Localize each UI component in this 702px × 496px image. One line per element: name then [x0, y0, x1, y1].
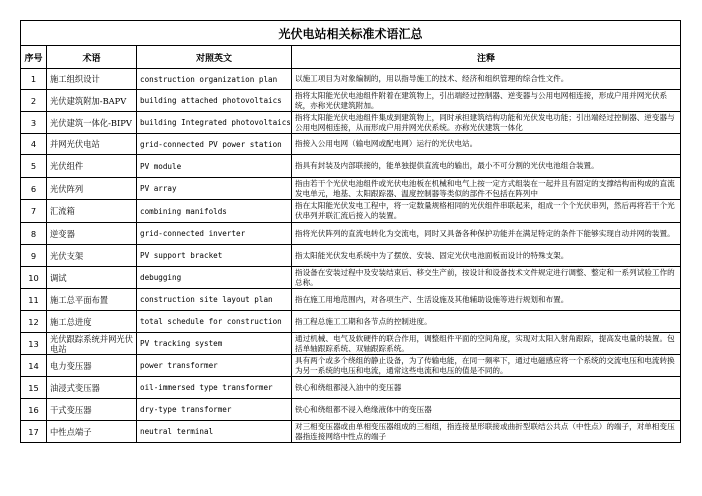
row-term: 施工总进度 [47, 311, 137, 333]
header-english: 对照英文 [137, 46, 292, 69]
table-row [21, 245, 681, 267]
row-index: 10 [21, 267, 47, 289]
row-index: 5 [21, 155, 47, 178]
table-row [21, 333, 681, 355]
row-index: 3 [21, 112, 47, 134]
table-row [21, 421, 681, 443]
row-index: 16 [21, 399, 47, 421]
table-row [21, 223, 681, 245]
row-term: 中性点端子 [47, 421, 137, 443]
row-english: PV module [137, 155, 292, 178]
header-index: 序号 [21, 46, 47, 69]
row-index: 2 [21, 90, 47, 112]
row-index: 15 [21, 377, 47, 399]
row-note: 铁心和绕组都不浸入绝缘液体中的变压器 [292, 399, 681, 421]
row-note: 对三相变压器或由单相变压器组成的三相组，指连接星形联接或曲折型联结公共点（中性点）的端子，对单相变压器指连接网络中性点的端子 [292, 421, 681, 443]
row-term: 施工组织设计 [47, 69, 137, 90]
row-index: 9 [21, 245, 47, 267]
table-row [21, 377, 681, 399]
row-english: power transformer [137, 355, 292, 377]
row-english: building attached photovoltaics [137, 90, 292, 112]
row-note: 指在太阳能光伏发电工程中，将一定数量规格相同的光伏组件串联起来，组成一个个光伏串列，然后再将若干个光伏串列并联汇流后接入的装置。 [292, 200, 681, 223]
row-note: 指工程总施工工期和各节点的控制进度。 [292, 311, 681, 333]
row-note: 具有两个或多个绕组的静止设备，为了传输电能，在同一频率下，通过电磁感应将一个系统的交流电压和电流转换为另一系统的电压和电流，通常这些电流和电压的值是不同的。 [292, 355, 681, 377]
row-note: 指由若干个光伏电池组件或光伏电池板在机械和电气上按一定方式组装在一起并且有固定的支撑结构而构成的直流发电单元，地基、太阳跟踪器、温度控制器等类似的部件不包括在阵列中 [292, 178, 681, 200]
row-index: 12 [21, 311, 47, 333]
row-index: 7 [21, 200, 47, 223]
table-row [21, 289, 681, 311]
title-row [21, 21, 681, 46]
row-english: debugging [137, 267, 292, 289]
row-term: 光伏组件 [47, 155, 137, 178]
table-row [21, 90, 681, 112]
row-term: 施工总平面布置 [47, 289, 137, 311]
row-english: total schedule for construction [137, 311, 292, 333]
terminology-table [20, 20, 681, 443]
row-index: 8 [21, 223, 47, 245]
row-note: 指将太阳能光伏电池组件集成到建筑物上，同时承担建筑结构功能和光伏发电功能；引出端经过控制器、逆变器与公用电网相连接，从而形成户用并网光伏系统。亦称光伏建筑一体化 [292, 112, 681, 134]
sheet-title: 光伏电站相关标准术语汇总 [21, 21, 681, 46]
table-row [21, 399, 681, 421]
terminology-sheet [20, 20, 680, 443]
row-term: 电力变压器 [47, 355, 137, 377]
header-term: 术语 [47, 46, 137, 69]
row-index: 1 [21, 69, 47, 90]
row-term: 调试 [47, 267, 137, 289]
row-term: 油浸式变压器 [47, 377, 137, 399]
row-note: 指具有封装及内部联接的，能单独提供直流电的输出，最小不可分割的光伏电池组合装置。 [292, 155, 681, 178]
row-index: 13 [21, 333, 47, 355]
row-index: 17 [21, 421, 47, 443]
row-term: 汇流箱 [47, 200, 137, 223]
row-term: 光伏建筑附加-BAPV [47, 90, 137, 112]
row-english: neutral terminal [137, 421, 292, 443]
table-row [21, 69, 681, 90]
row-english: PV support bracket [137, 245, 292, 267]
row-term: 光伏跟踪系统并网光伏电站 [47, 333, 137, 355]
row-note: 铁心和绕组都浸入油中的变压器 [292, 377, 681, 399]
row-note: 指接入公用电网（输电网或配电网）运行的光伏电站。 [292, 134, 681, 155]
row-term: 逆变器 [47, 223, 137, 245]
table-row [21, 112, 681, 134]
row-index: 11 [21, 289, 47, 311]
row-index: 14 [21, 355, 47, 377]
table-row [21, 355, 681, 377]
row-note: 指在施工用地范围内，对各项生产、生活设施及其他辅助设施等进行规划和布置。 [292, 289, 681, 311]
row-index: 6 [21, 178, 47, 200]
row-note: 以施工项目为对象编制的，用以指导施工的技术、经济和组织管理的综合性文件。 [292, 69, 681, 90]
row-note: 指将太阳能光伏电池组件附着在建筑物上，引出端经过控制器、逆变器与公用电网相连接，形成户用并网光伏系统，亦称光伏建筑附加。 [292, 90, 681, 112]
header-note: 注释 [292, 46, 681, 69]
row-english: oil-immersed type transformer [137, 377, 292, 399]
row-english: combining manifolds [137, 200, 292, 223]
row-english: grid-connected inverter [137, 223, 292, 245]
row-english: building Integrated photovoltaics [137, 112, 292, 134]
row-note: 通过机械、电气及软硬件的联合作用，调整组件平面的空间角度，实现对太阳入射角跟踪，提高发电量的装置。包括单轴跟踪系统、双轴跟踪系统。 [292, 333, 681, 355]
table-row [21, 155, 681, 178]
row-english: dry-type transformer [137, 399, 292, 421]
row-index: 4 [21, 134, 47, 155]
table-row [21, 178, 681, 200]
table-row [21, 134, 681, 155]
table-row [21, 200, 681, 223]
row-english: PV array [137, 178, 292, 200]
row-term: 并网光伏电站 [47, 134, 137, 155]
row-note: 指太阳能光伏发电系统中为了摆放、安装、固定光伏电池面板而设计的特殊支架。 [292, 245, 681, 267]
row-term: 光伏支架 [47, 245, 137, 267]
table-row [21, 311, 681, 333]
row-english: PV tracking system [137, 333, 292, 355]
row-english: grid-connected PV power station [137, 134, 292, 155]
row-note: 指设备在安装过程中及安装结束后、移交生产前，按设计和设备技术文件规定进行调整、整定和一系列试验工作的总称。 [292, 267, 681, 289]
row-term: 光伏建筑一体化-BIPV [47, 112, 137, 134]
header-row [21, 46, 681, 69]
row-term: 干式变压器 [47, 399, 137, 421]
row-english: construction site layout plan [137, 289, 292, 311]
table-row [21, 267, 681, 289]
row-term: 光伏阵列 [47, 178, 137, 200]
row-english: construction organization plan [137, 69, 292, 90]
row-note: 指将光伏阵列的直流电转化为交流电，同时又具备各种保护功能并在满足特定的条件下能够实现自动并网的装置。 [292, 223, 681, 245]
